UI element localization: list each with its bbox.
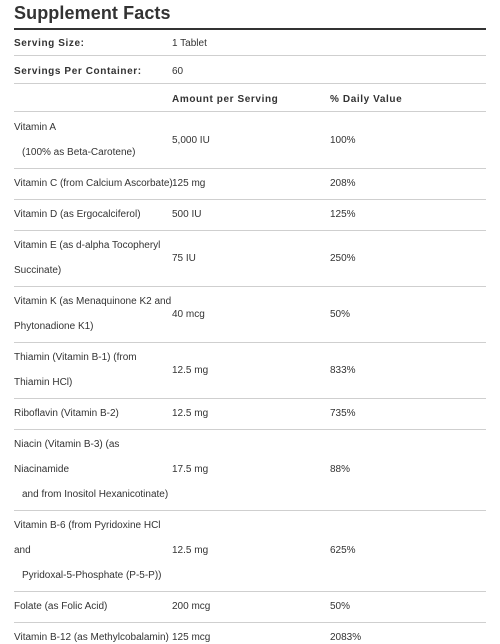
row-divider: [14, 429, 486, 430]
nutrient-daily-value: 50%: [330, 601, 351, 612]
row-divider: [14, 591, 486, 592]
servings-per-container-value: 60: [172, 66, 184, 77]
nutrient-amount: 40 mcg: [172, 308, 205, 320]
row-divider: [14, 199, 486, 200]
nutrient-name-line: Vitamin C (from Calcium Ascorbate): [14, 178, 173, 189]
divider: [14, 83, 486, 84]
nutrient-amount: 12.5 mg: [172, 408, 209, 419]
nutrient-amount: 75 IU: [172, 252, 196, 264]
panel-title: Supplement Facts: [14, 3, 171, 23]
nutrient-amount: 17.5 mg: [172, 464, 209, 475]
nutrient-name-line: Vitamin B-6 (from Pyridoxine HCl: [14, 520, 161, 531]
row-divider: [14, 230, 486, 231]
nutrient-name-line: Riboflavin (Vitamin B-2): [14, 408, 119, 419]
serving-size-value: 1 Tablet: [172, 38, 207, 49]
nutrient-name-line: Vitamin E (as d-alpha Tocopheryl: [14, 240, 161, 251]
nutrient-name-line: Thiamin (Vitamin B-1) (from: [14, 352, 137, 363]
nutrient-daily-value: 250%: [330, 252, 356, 264]
nutrient-daily-value: 2083%: [330, 632, 362, 643]
column-header-amount: Amount per Serving: [172, 94, 279, 105]
serving-size-label: Serving Size:: [14, 38, 85, 49]
servings-per-container-label: Servings Per Container:: [14, 66, 142, 77]
nutrient-name-line: Vitamin K (as Menaquinone K2 and: [14, 296, 172, 307]
nutrient-name-line: Niacinamide: [14, 464, 70, 475]
divider: [14, 55, 486, 56]
nutrient-name-line: Niacin (Vitamin B-3) (as: [14, 439, 120, 450]
divider: [14, 111, 486, 112]
nutrient-daily-value: 208%: [330, 178, 356, 189]
nutrient-name-line: Phytonadione K1): [14, 321, 94, 332]
nutrient-name-line: and: [14, 545, 31, 556]
nutrient-daily-value: 735%: [330, 408, 356, 419]
nutrient-name-line: Folate (as Folic Acid): [14, 601, 108, 612]
nutrient-daily-value: 833%: [330, 364, 356, 376]
row-divider: [14, 286, 486, 287]
row-divider: [14, 622, 486, 623]
nutrient-daily-value: 88%: [330, 464, 351, 475]
title-divider: [14, 28, 486, 30]
nutrient-name-line: Vitamin B-12 (as Methylcobalamin): [14, 632, 169, 643]
nutrient-amount: 125 mcg: [172, 632, 211, 643]
nutrient-name-line: Pyridoxal-5-Phosphate (P-5-P)): [22, 570, 162, 581]
nutrient-name-line: Vitamin A: [14, 122, 57, 133]
nutrient-amount: 200 mcg: [172, 601, 211, 612]
nutrient-daily-value: 625%: [330, 545, 356, 556]
row-divider: [14, 342, 486, 343]
nutrient-daily-value: 100%: [330, 134, 356, 146]
row-divider: [14, 168, 486, 169]
nutrient-name-line: and from Inositol Hexanicotinate): [22, 489, 169, 500]
nutrient-name-line: Vitamin D (as Ergocalciferol): [14, 209, 141, 220]
nutrient-name-line: Succinate): [14, 265, 62, 276]
nutrient-amount: 12.5 mg: [172, 364, 209, 376]
column-header-daily-value: % Daily Value: [330, 94, 403, 105]
nutrient-name-line: (100% as Beta-Carotene): [22, 147, 136, 158]
nutrient-name-line: Thiamin HCl): [14, 377, 73, 388]
nutrient-amount: 5,000 IU: [172, 134, 210, 146]
row-divider: [14, 398, 486, 399]
nutrient-amount: 500 IU: [172, 209, 202, 220]
nutrient-amount: 125 mg: [172, 178, 206, 189]
nutrient-amount: 12.5 mg: [172, 545, 209, 556]
nutrient-daily-value: 125%: [330, 209, 356, 220]
row-divider: [14, 510, 486, 511]
nutrient-daily-value: 50%: [330, 308, 351, 320]
